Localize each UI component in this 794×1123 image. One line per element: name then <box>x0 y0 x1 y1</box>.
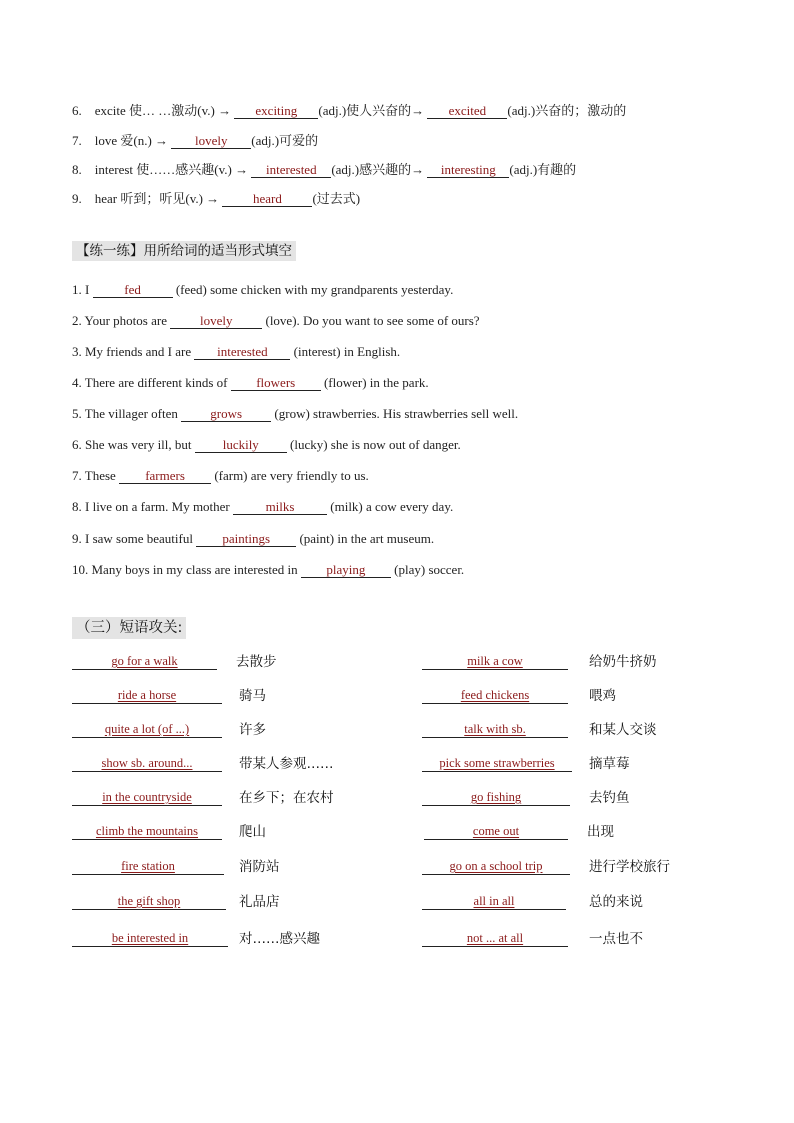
sentence-end: (interest) in English. <box>290 344 401 359</box>
answer-text: playing <box>326 562 366 577</box>
phrase-meaning: 摘草莓 <box>589 756 630 772</box>
item-number: 9. <box>72 191 82 206</box>
answer-text: interesting <box>440 162 496 177</box>
phrase-answer: ride a horse <box>72 687 222 704</box>
phrase-answer: climb the mountains <box>72 823 222 840</box>
answer-blank <box>171 133 251 149</box>
sentence-end: (feed) some chicken with my grandparents yesterday. <box>172 282 454 297</box>
phrase-meaning: 去钓鱼 <box>589 790 630 806</box>
answer-blank <box>195 437 287 453</box>
phrase-meaning: 爬山 <box>239 824 266 840</box>
answer-blank <box>234 103 318 119</box>
phrase-meaning: 一点也不 <box>589 931 643 947</box>
answer-text: flowers <box>256 375 296 390</box>
answer-blank <box>93 282 173 298</box>
practice-item <box>72 374 429 392</box>
sentence-end: (love). Do you want to see some of ours? <box>262 313 480 328</box>
word-stem: hear 听到；听见(v.) → <box>94 191 223 206</box>
sentence-end: (grow) strawberries. His strawberries sell well. <box>271 406 519 421</box>
word-stem: excite 使… …激动(v.) → <box>94 103 235 118</box>
answer-text: luckily <box>222 437 259 452</box>
word-gloss: (adj.)使人兴奋的→ <box>318 103 428 118</box>
sentence-start: 9. I saw some beautiful <box>72 531 197 546</box>
answer-blank <box>301 562 391 578</box>
practice-item <box>72 405 518 423</box>
phrase-answer: milk a cow <box>422 653 568 670</box>
phrase-answer: all in all <box>422 893 566 910</box>
item-number: 7. <box>72 133 82 148</box>
phrase-meaning: 给奶牛挤奶 <box>589 654 657 670</box>
answer-blank <box>427 103 507 119</box>
practice-item <box>72 343 400 361</box>
sentence-start: 10. Many boys in my class are interested in <box>72 562 301 577</box>
answer-blank <box>181 406 271 422</box>
phrase-meaning: 带某人参观…… <box>239 756 334 772</box>
phrase-answer: talk with sb. <box>422 721 568 738</box>
item-number: 8. <box>72 162 82 177</box>
sentence-start: 3. My friends and I are <box>72 344 195 359</box>
phrase-meaning: 对……感兴趣 <box>239 931 320 947</box>
practice-item <box>72 281 453 299</box>
answer-text: excited <box>448 103 487 118</box>
answer-text: fed <box>124 282 141 297</box>
answer-blank <box>170 313 262 329</box>
phrase-answer: the gift shop <box>72 893 226 910</box>
word-stem: love 爱(n.) → <box>94 133 172 148</box>
sentence-end: (play) soccer. <box>390 562 465 577</box>
phrase-answer: not ... at all <box>422 930 568 947</box>
answer-text: interested <box>217 344 268 359</box>
sentence-end: (flower) in the park. <box>320 375 429 390</box>
word-form-9 <box>72 190 360 208</box>
phrase-meaning: 礼品店 <box>239 894 280 910</box>
phrase-meaning: 消防站 <box>239 859 280 875</box>
word-gloss: (adj.)兴奋的；激动的 <box>507 103 627 118</box>
answer-blank <box>119 468 211 484</box>
phrase-answer: pick some strawberries <box>422 755 572 772</box>
word-stem: interest 使……感兴趣(v.) → <box>94 162 252 177</box>
sentence-start: 1. I <box>72 282 93 297</box>
answer-text: grows <box>210 406 243 421</box>
phrase-answer: go for a walk <box>72 653 217 670</box>
item-number: 6. <box>72 103 82 118</box>
sentence-end: (farm) are very friendly to us. <box>211 468 369 483</box>
practice-item <box>72 498 453 516</box>
sentence-end: (paint) in the art museum. <box>296 531 435 546</box>
sentence-start: 5. The villager often <box>72 406 182 421</box>
answer-blank <box>196 531 296 547</box>
phrases-title: （三）短语攻关: <box>72 617 186 639</box>
word-gloss: (adj.)感兴趣的→ <box>331 162 428 177</box>
phrase-answer: quite a lot (of ...) <box>72 721 222 738</box>
phrase-answer: show sb. around... <box>72 755 222 772</box>
answer-text: heard <box>253 191 282 206</box>
phrase-meaning: 进行学校旅行 <box>589 859 670 875</box>
sentence-end: (lucky) she is now out of danger. <box>286 437 461 452</box>
sentence-start: 4. There are different kinds of <box>72 375 231 390</box>
word-form-6 <box>72 102 626 120</box>
phrase-answer: fire station <box>72 858 224 875</box>
answer-blank <box>222 191 312 207</box>
practice-item <box>72 436 461 454</box>
practice-item <box>72 530 434 548</box>
phrase-meaning: 骑马 <box>239 688 266 704</box>
answer-text: exciting <box>255 103 298 118</box>
answer-blank <box>233 499 327 515</box>
practice-title: 【练一练】用所给词的适当形式填空 <box>72 241 296 261</box>
phrase-answer: feed chickens <box>422 687 568 704</box>
answer-blank <box>251 162 331 178</box>
sentence-start: 7. These <box>72 468 120 483</box>
answer-text: milks <box>265 499 295 514</box>
answer-text: paintings <box>222 531 271 546</box>
answer-blank <box>194 344 290 360</box>
phrase-answer: come out <box>424 823 568 840</box>
sentence-start: 6. She was very ill, but <box>72 437 195 452</box>
phrase-meaning: 去散步 <box>236 654 277 670</box>
practice-item <box>72 561 464 579</box>
sentence-start: 2. Your photos are <box>72 313 171 328</box>
practice-item <box>72 312 480 330</box>
answer-text: lovely <box>195 133 228 148</box>
sentence-end: (milk) a cow every day. <box>327 499 454 514</box>
word-form-8 <box>72 161 576 179</box>
answer-text: farmers <box>145 468 185 483</box>
practice-item <box>72 467 369 485</box>
sentence-start: 8. I live on a farm. My mother <box>72 499 234 514</box>
phrase-meaning: 出现 <box>587 824 614 840</box>
phrase-answer: go fishing <box>422 789 570 806</box>
phrase-answer: go on a school trip <box>422 858 570 875</box>
answer-blank <box>427 162 509 178</box>
word-gloss: (adj.)有趣的 <box>509 162 577 177</box>
phrase-meaning: 喂鸡 <box>589 688 616 704</box>
phrase-answer: be interested in <box>72 930 228 947</box>
phrase-meaning: 许多 <box>239 722 266 738</box>
word-gloss: (过去式) <box>312 191 361 206</box>
word-form-7 <box>72 132 318 150</box>
phrase-meaning: 在乡下；在农村 <box>239 790 334 806</box>
answer-text: lovely <box>199 313 233 328</box>
word-gloss: (adj.)可爱的 <box>251 133 319 148</box>
phrase-answer: in the countryside <box>72 789 222 806</box>
answer-blank <box>231 375 321 391</box>
phrase-meaning: 和某人交谈 <box>589 722 657 738</box>
phrase-meaning: 总的来说 <box>589 894 643 910</box>
answer-text: interested <box>266 162 317 177</box>
